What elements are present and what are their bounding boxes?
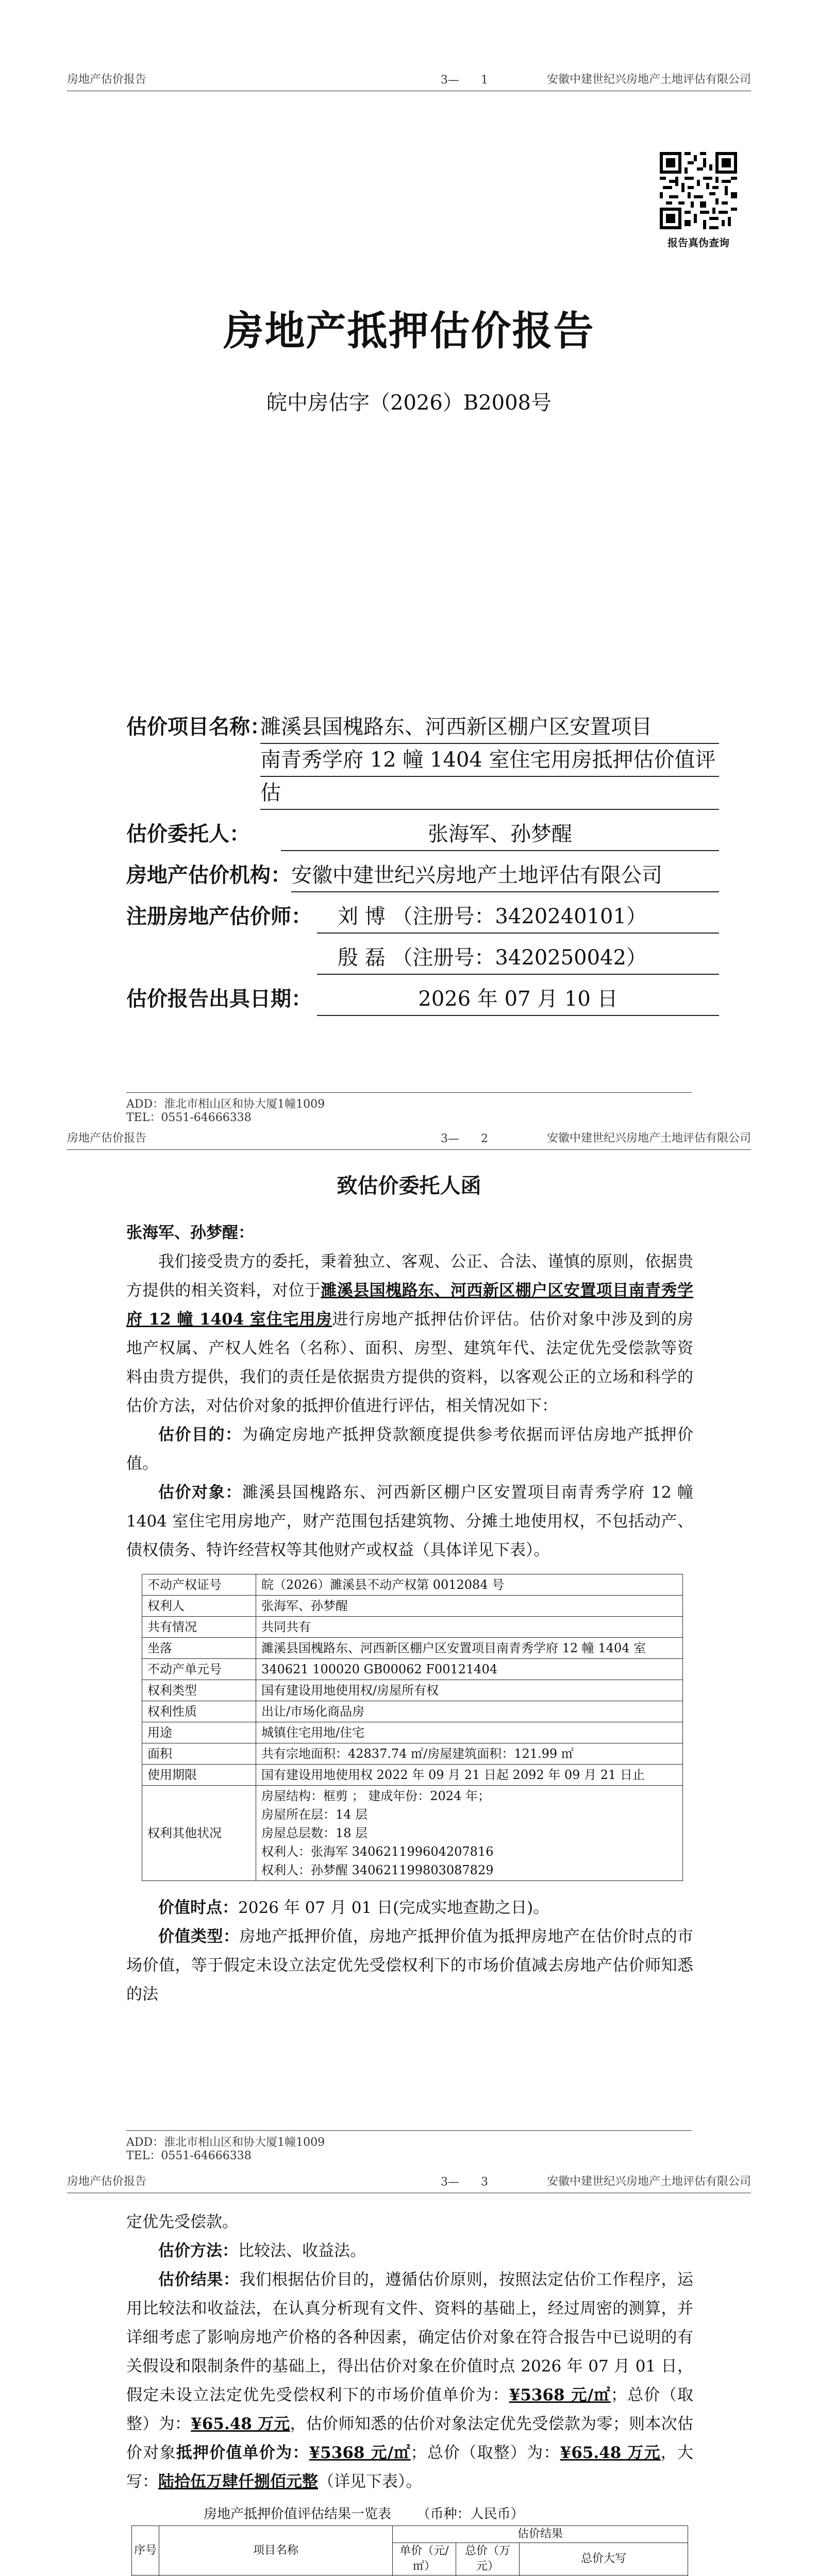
property-table bbox=[142, 1574, 683, 1881]
cover-value: 安徽中建世纪兴房地产土地评估有限公司 bbox=[291, 859, 719, 892]
cover-value-line: 濉溪县国槐路东、河西新区棚户区安置项目 bbox=[260, 711, 719, 744]
letter-page bbox=[0, 1126, 818, 2162]
property-value-line: 张海军、孙梦醒 bbox=[261, 1599, 348, 1613]
property-value-line: 共同共有 bbox=[261, 1620, 311, 1634]
cover-row-agency bbox=[126, 859, 719, 892]
property-value-line: 共有宗地面积：42837.74 ㎡/房屋建筑面积：121.99 ㎡ bbox=[261, 1747, 574, 1761]
th-total: 总价（万元） bbox=[456, 2543, 520, 2575]
footer-tel: TEL：0551-64666338 bbox=[126, 2149, 252, 2162]
property-row bbox=[142, 1638, 683, 1659]
property-key: 不动产单元号 bbox=[142, 1659, 256, 1680]
cover-label: 注册房地产估价师： bbox=[126, 904, 312, 928]
property-value-line: 权利人：张海军 340621199604207816 bbox=[261, 1844, 494, 1859]
letter-intro: 我们接受贵方的委托，秉着独立、客观、公正、合法、谨慎的原则，依据贵方提供的相关资料，对位于濉溪县国槐路东、河西新区棚户区安置项目南青秀学府 12 幢 1404 室住宅用房进行房地产抵押估价评估。估价对象中涉及到的房地产权属、产权人姓名（名称）、面积、房型、建筑年代、法定优先受偿款等资料由贵方提供，我们的责任是依据贵方提供的资料，以客观公正的立场和科学的估价方法，对估价对象的抵押价值进行评估，相关情况如下： bbox=[126, 1252, 694, 1415]
property-value bbox=[256, 1722, 683, 1743]
footer-address: ADD：淮北市相山区和协大厦1幢1009 bbox=[126, 1098, 325, 1111]
property-value-line: 濉溪县国槐路东、河西新区棚户区安置项目南青秀学府 12 幢 1404 室 bbox=[261, 1641, 646, 1655]
header-page-number: 3— 2 bbox=[441, 1132, 488, 1145]
property-key: 用途 bbox=[142, 1722, 256, 1743]
letter-purpose: 估价目的：为确定房地产抵押贷款额度提供参考依据而评估房地产抵押价值。 bbox=[126, 1426, 693, 1473]
page-header bbox=[67, 2169, 751, 2193]
cover-value-line: 殷 磊 （注册号：3420250042） bbox=[317, 942, 719, 975]
property-key: 权利性质 bbox=[142, 1701, 256, 1722]
property-row bbox=[142, 1659, 683, 1680]
result-table bbox=[131, 2526, 688, 2576]
property-row bbox=[142, 1701, 683, 1722]
cover-info bbox=[126, 711, 719, 1016]
th-result: 估价结果 bbox=[393, 2526, 688, 2543]
result-conclusion: 估价结果：我们根据估价目的，遵循估价原则，按照法定估价工作程序，运用比较法和收益法，在认真分析现有文件、资料的基础上，经过周密的测算，并详细考虑了影响房地产价格的各种因素，确定估价对象在符合报告中已说明的有关假设和限制条件的基础上，得出估价对象在价值时点 2026 年 07 月 01 日，假定未设立法定优先受偿权利下的市场价值单价为：¥5368 元/㎡；总价（取整）为：¥65.48 万元，估价师知悉的估价对象法定优先受偿款为零；则本次估价对象抵押价值单价为：¥5368 元/㎡；总价（取整）为：¥65.48 万元，大写：陆拾伍万肆仟捌佰元整（详见下表）。 bbox=[126, 2270, 694, 2491]
property-row bbox=[142, 1574, 683, 1596]
cover-value-line: 估 bbox=[260, 777, 719, 810]
result-body bbox=[126, 2208, 693, 2576]
property-value-line: 340621 100020 GB00062 F00121404 bbox=[261, 1662, 498, 1676]
th-unit: 单价（元/㎡） bbox=[393, 2543, 456, 2575]
letter-body bbox=[126, 1218, 693, 2009]
property-row bbox=[142, 1722, 683, 1743]
letter-value-date: 价值时点：2026 年 07 月 01 日(完成实地查勘之日)。 bbox=[158, 1899, 549, 1917]
property-value-line: 国有建设用地使用权/房屋所有权 bbox=[261, 1683, 439, 1698]
property-key: 使用期限 bbox=[142, 1765, 256, 1786]
result-method: 估价方法：比较法、收益法。 bbox=[158, 2242, 366, 2260]
property-value bbox=[256, 1617, 683, 1638]
header-page-number: 3— 3 bbox=[441, 2176, 488, 2189]
property-value bbox=[256, 1638, 683, 1659]
property-value-line: 国有建设用地使用权 2022 年 09 月 21 日起 2092 年 09 月 21 日止 bbox=[261, 1768, 645, 1782]
result-continued: 定优先受偿款。 bbox=[126, 2213, 238, 2231]
letter-title: 致估价委托人函 bbox=[337, 1174, 481, 1198]
cover-row-date bbox=[126, 983, 719, 1016]
property-key: 权利类型 bbox=[142, 1680, 256, 1701]
property-value-line: 城镇住宅用地/住宅 bbox=[261, 1725, 365, 1740]
property-row bbox=[142, 1617, 683, 1638]
result-table-title: 房地产抵押价值评估结果一览表 （币种：人民币） bbox=[204, 2506, 524, 2522]
cover-value: 2026 年 07 月 10 日 bbox=[317, 983, 719, 1016]
cover-label: 房地产估价机构： bbox=[126, 863, 291, 887]
property-row bbox=[142, 1743, 683, 1765]
report-title: 房地产抵押估价报告 bbox=[223, 308, 595, 354]
header-left: 房地产估价报告 bbox=[67, 73, 147, 86]
property-key: 权利人 bbox=[142, 1596, 256, 1617]
qr-code[interactable] bbox=[660, 152, 737, 229]
header-left: 房地产估价报告 bbox=[67, 2175, 147, 2188]
cover-value-line: 南青秀学府 12 幢 1404 室住宅用房抵押估价值评 bbox=[260, 744, 719, 777]
cover-row-appraisers bbox=[126, 901, 719, 975]
th-seq: 序号 bbox=[132, 2526, 159, 2575]
property-key: 共有情况 bbox=[142, 1617, 256, 1638]
qr-caption: 报告真伪查询 bbox=[667, 236, 729, 249]
qr-code-icon bbox=[660, 152, 737, 229]
header-left: 房地产估价报告 bbox=[67, 1132, 147, 1145]
cover-page bbox=[0, 67, 818, 1124]
property-value bbox=[256, 1786, 683, 1881]
letter-value-type: 价值类型：房地产抵押价值，房地产抵押价值为抵押房地产在估价时点的市场价值，等于假定未设立法定优先受偿权利下的市场价值减去房地产估价师知悉的法 bbox=[126, 1927, 693, 2004]
property-value-line: 房屋所在层：14 层 bbox=[261, 1807, 368, 1822]
cover-label: 估价报告出具日期： bbox=[126, 987, 312, 1011]
property-key: 坐落 bbox=[142, 1638, 256, 1659]
cover-label: 估价委托人： bbox=[126, 822, 250, 846]
th-upper: 总价大写 bbox=[520, 2543, 688, 2575]
result-page bbox=[0, 2169, 818, 2576]
header-page-number: 3— 1 bbox=[441, 74, 488, 87]
property-value-line: 皖（2026）濉溪县不动产权第 0012084 号 bbox=[261, 1578, 505, 1592]
property-key: 权利其他状况 bbox=[142, 1786, 256, 1881]
header-right: 安徽中建世纪兴房地产土地评估有限公司 bbox=[546, 2175, 751, 2188]
header-right: 安徽中建世纪兴房地产土地评估有限公司 bbox=[546, 1132, 751, 1145]
cover-row-project bbox=[126, 711, 719, 810]
property-key: 面积 bbox=[142, 1743, 256, 1765]
property-value bbox=[256, 1680, 683, 1701]
property-value bbox=[256, 1596, 683, 1617]
property-value bbox=[256, 1743, 683, 1765]
report-number: 皖中房估字（2026）B2008号 bbox=[266, 391, 552, 415]
property-row bbox=[142, 1765, 683, 1786]
cover-value: 张海军、孙梦醒 bbox=[281, 818, 719, 851]
page-header bbox=[67, 67, 751, 91]
property-value-line: 房屋总层数：18 层 bbox=[261, 1826, 368, 1840]
property-value-line: 房屋结构：框剪 ； 建成年份：2024 年； bbox=[261, 1789, 490, 1803]
footer-address: ADD：淮北市相山区和协大厦1幢1009 bbox=[126, 2136, 325, 2149]
footer-tel: TEL：0551-64666338 bbox=[126, 1111, 252, 1124]
cover-value-line: 刘 博 （注册号：3420240101） bbox=[317, 901, 719, 934]
property-row bbox=[142, 1596, 683, 1617]
cover-value bbox=[317, 901, 719, 975]
property-row bbox=[142, 1680, 683, 1701]
property-value-line: 权利人：孙梦醒 340621199803087829 bbox=[261, 1863, 494, 1877]
property-row bbox=[142, 1786, 683, 1881]
th-item: 项目名称 bbox=[159, 2526, 393, 2575]
page-footer bbox=[126, 2130, 692, 2163]
header-right: 安徽中建世纪兴房地产土地评估有限公司 bbox=[546, 73, 751, 86]
letter-object: 估价对象：濉溪县国槐路东、河西新区棚户区安置项目南青秀学府 12 幢 1404 室住宅用房地产，财产范围包括建筑物、分摊土地使用权，不包括动产、债权债务、特许经营权等其他财产或权益（具体详见下表）。 bbox=[126, 1483, 694, 1560]
property-value bbox=[256, 1659, 683, 1680]
property-value bbox=[256, 1701, 683, 1722]
property-key: 不动产权证号 bbox=[142, 1574, 256, 1596]
cover-value bbox=[260, 711, 719, 810]
page-footer bbox=[126, 1092, 692, 1125]
letter-greeting: 张海军、孙梦醒： bbox=[126, 1224, 254, 1242]
property-value bbox=[256, 1765, 683, 1786]
property-value bbox=[256, 1574, 683, 1596]
property-value-line: 出让/市场化商品房 bbox=[261, 1704, 365, 1719]
cover-label: 估价项目名称： bbox=[126, 715, 271, 739]
page-header bbox=[67, 1126, 751, 1150]
cover-row-client bbox=[126, 818, 719, 851]
